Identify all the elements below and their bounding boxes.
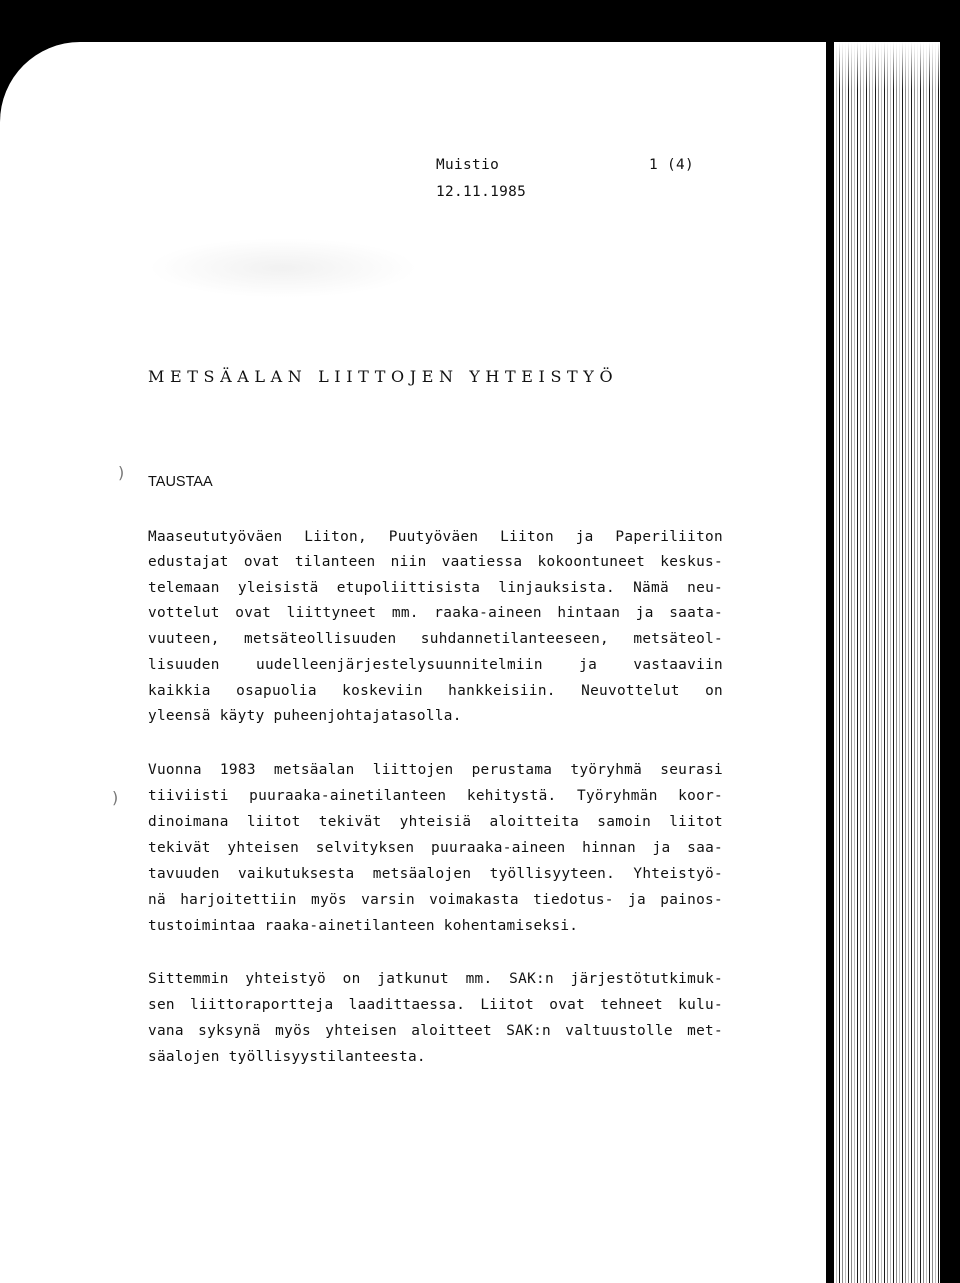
page-number: 1 (4) xyxy=(649,157,695,173)
paragraph-1-line: yleensä käyty puheenjohtajatasolla. xyxy=(148,708,462,724)
book-page-edges xyxy=(834,42,942,1283)
paragraph-2-line: tiiviisti puuraaka-ainetilanteen kehitystä. Työryhmän koor- xyxy=(148,788,723,804)
paragraph-1-line: vuuteen, metsäteollisuuden suhdannetilanteeseen, metsäteol- xyxy=(148,631,723,647)
scan-border xyxy=(940,0,960,1283)
paragraph-2-line: tavuuden vaikutuksesta metsäalojen työllisyyteen. Yhteistyö- xyxy=(148,866,723,882)
paragraph-3-line: säalojen työllisyystilanteesta. xyxy=(148,1049,426,1065)
memo-label: Muistio xyxy=(436,157,500,173)
binding-mark: ) xyxy=(112,788,119,807)
paragraph-2-line: Vuonna 1983 metsäalan liittojen perustama työryhmä seurasi xyxy=(148,762,723,778)
faint-bleed-through xyxy=(148,238,418,298)
section-heading: TAUSTAA xyxy=(148,474,213,490)
page-gutter xyxy=(826,42,834,1283)
paragraph-2-line: tustoimintaa raaka-ainetilanteen kohentamiseksi. xyxy=(148,918,579,934)
binding-mark: ) xyxy=(118,463,125,482)
paragraph-2-line: dinoimana liitot tekivät yhteisiä aloitteita samoin liitot xyxy=(148,814,723,830)
paragraph-1-line: lisuuden uudelleenjärjestelysuunnitelmiin ja vastaaviin xyxy=(148,657,723,673)
paragraph-2-line: tekivät yhteisen selvityksen puuraaka-aineen hinnan ja saa- xyxy=(148,840,723,856)
paragraph-3-line: Sittemmin yhteistyö on jatkunut mm. SAK:n järjestötutkimuk- xyxy=(148,971,723,987)
book-edge-highlight xyxy=(834,42,942,90)
paragraph-1-line: kaikkia osapuolia koskeviin hankkeisiin. Neuvottelut on xyxy=(148,683,723,699)
paragraph-3-line: vana syksynä myös yhteisen aloitteet SAK:n valtuustolle met- xyxy=(148,1023,723,1039)
paragraph-1-line: Maaseututyöväen Liiton, Puutyöväen Liiton ja Paperiliiton xyxy=(148,529,723,545)
paragraph-1-line: vottelut ovat liittyneet mm. raaka-aineen hintaan ja saata- xyxy=(148,605,723,621)
paragraph-1-line: telemaan yleisistä etupoliittisista linjauksista. Nämä neu- xyxy=(148,580,723,596)
document-title: METSÄALAN LIITTOJEN YHTEISTYÖ xyxy=(148,367,619,386)
memo-date: 12.11.1985 xyxy=(436,184,527,200)
paragraph-3-line: sen liittoraportteja laadittaessa. Liitot ovat tehneet kulu- xyxy=(148,997,723,1013)
paragraph-2-line: nä harjoitettiin myös varsin voimakasta tiedotus- ja painos- xyxy=(148,892,723,908)
paragraph-1-line: edustajat ovat tilanteen niin vaatiessa kokoontuneet keskus- xyxy=(148,554,723,570)
